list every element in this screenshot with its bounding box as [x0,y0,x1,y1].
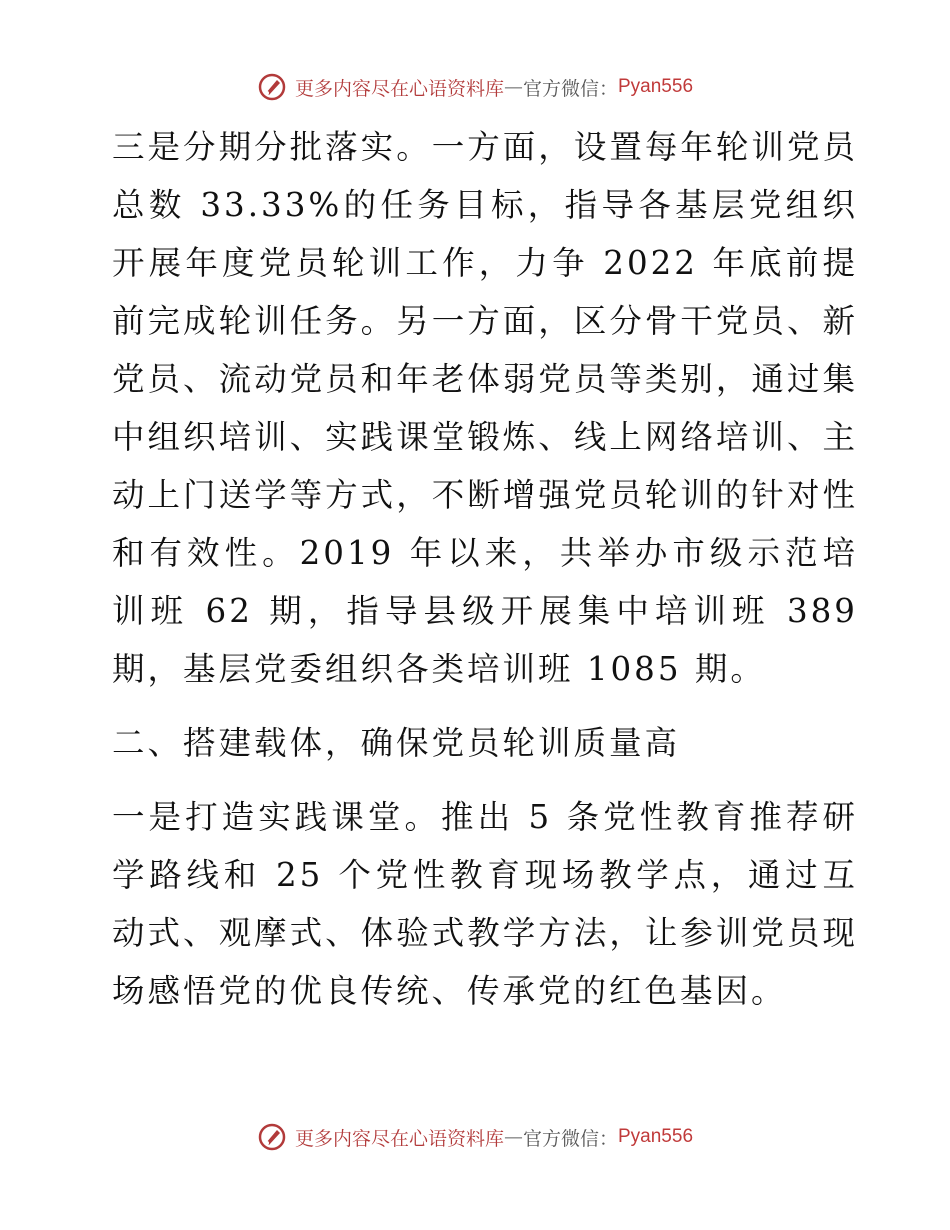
paragraph-practice-classroom: 一是打造实践课堂。推出 5 条党性教育推荐研学路线和 25 个党性教育现场教学点，通过互动式、观摩式、体验式教学方法，让参训党员现场感悟党的优良传统、传承党的红色基因。 [112,798,858,1010]
watermark-text: 更多内容尽在心语资料库 [294,77,504,100]
footer-watermark [0,1122,950,1152]
document-body [98,118,858,1020]
watermark-account: Pyan556 [618,76,694,97]
section-heading-carriers: 二、搭建载体，确保党员轮训质量高 [112,724,681,762]
watermark-wechat-label: 官方微信： [522,77,618,100]
brand-logo-icon [257,1122,287,1152]
watermark-account: Pyan556 [618,1126,694,1147]
brand-logo-icon [257,72,287,102]
watermark-wechat-label: 官方微信： [522,1127,618,1150]
paragraph-phased-implementation: 三是分期分批落实。一方面，设置每年轮训党员总数 33.33%的任务目标，指导各基层党组织开展年度党员轮训工作，力争 2022 年底前提前完成轮训任务。另一方面，区分骨干党员、新党员、流动党员和年老体弱党员等类别，通过集中组织培训、实践课堂锻炼、线上网络培训、主动上门送学等方式，不断增强党员轮训的针对性和有效性。2019 年以来，共举办市级示范培训班 62 期，指导县级开展集中培训班 389 期，基层党委组织各类培训班 1085 期。 [112,128,858,688]
header-watermark [0,72,950,102]
watermark-text: 更多内容尽在心语资料库 [294,1127,504,1150]
watermark-dash: — [503,76,523,98]
watermark-dash: — [503,1126,523,1148]
